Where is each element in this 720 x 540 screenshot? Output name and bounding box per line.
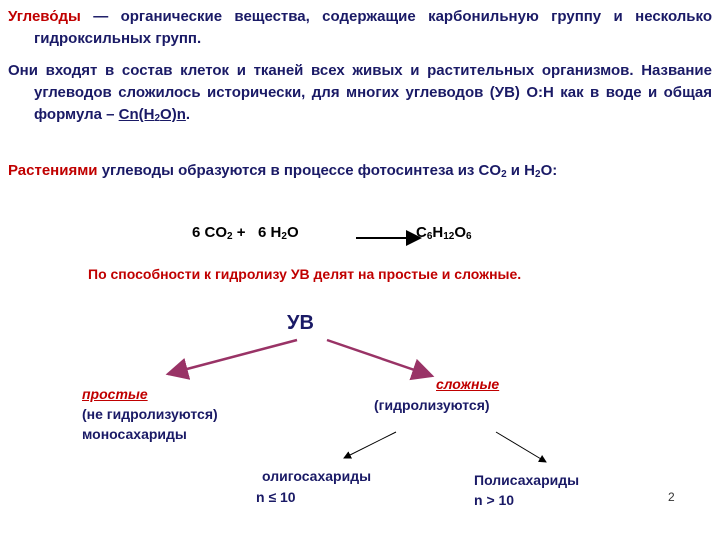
equation-right: $C_6H_{12}O_6$ bbox=[416, 224, 472, 242]
oligo-branch bbox=[256, 466, 371, 508]
complex-title: сложные bbox=[436, 376, 500, 392]
simple-branch bbox=[82, 384, 218, 444]
definition-text: — органические вещества, содержащие карбонильную группу и несколько гидроксильных групп. bbox=[34, 8, 712, 47]
term-carbohydrates: Углево́ды bbox=[8, 8, 81, 25]
arrow-to-simple bbox=[168, 340, 297, 374]
simple-line1: (не гидролизуются) bbox=[82, 406, 218, 422]
arrow-to-oligo bbox=[344, 432, 396, 458]
plants-word: Растениями bbox=[8, 162, 98, 179]
simple-line2: моносахариды bbox=[82, 426, 187, 442]
composition-text: Они входят в состав клеток и тканей всех живых и растительных организмов. Название углеводов сложилось исторически, для многих углеводов (УВ) О:Н как в воде и общая формула – bbox=[8, 62, 712, 123]
hydrolysis-note: По способности к гидролизу УВ делят на простые и сложные. bbox=[88, 266, 522, 282]
oligo-title: олигосахариды bbox=[262, 468, 372, 484]
complex-branch bbox=[374, 374, 499, 416]
oligo-n: n ≤ 10 bbox=[256, 489, 296, 505]
composition-paragraph: Они входят в состав клеток и тканей всех живых и растительных организмов. Название углеводов сложилось исторически, для многих углеводов (УВ) О:Н как в воде и общая формула – $Cn(H_2O)n$. bbox=[8, 62, 712, 124]
poly-n: n > 10 bbox=[474, 492, 515, 508]
arrow-to-poly bbox=[496, 432, 546, 462]
tree-root-label: УВ bbox=[287, 312, 314, 334]
poly-title: Полисахариды bbox=[474, 472, 580, 488]
simple-title: простые bbox=[82, 386, 148, 402]
general-formula: $Cn(H_2O)n$ bbox=[118, 106, 186, 124]
photosynthesis-paragraph: Растениями углеводы образуются в процессе фотосинтеза из $CO_2$ и $H_2O$: bbox=[8, 162, 558, 180]
arrow-to-complex bbox=[327, 340, 432, 376]
page-number: 2 bbox=[668, 490, 675, 504]
equation-left: 6 $CO_2 + 6$ $H_2O$ bbox=[192, 224, 299, 242]
poly-branch bbox=[474, 470, 579, 510]
complex-line1: (гидролизуются) bbox=[374, 397, 490, 413]
